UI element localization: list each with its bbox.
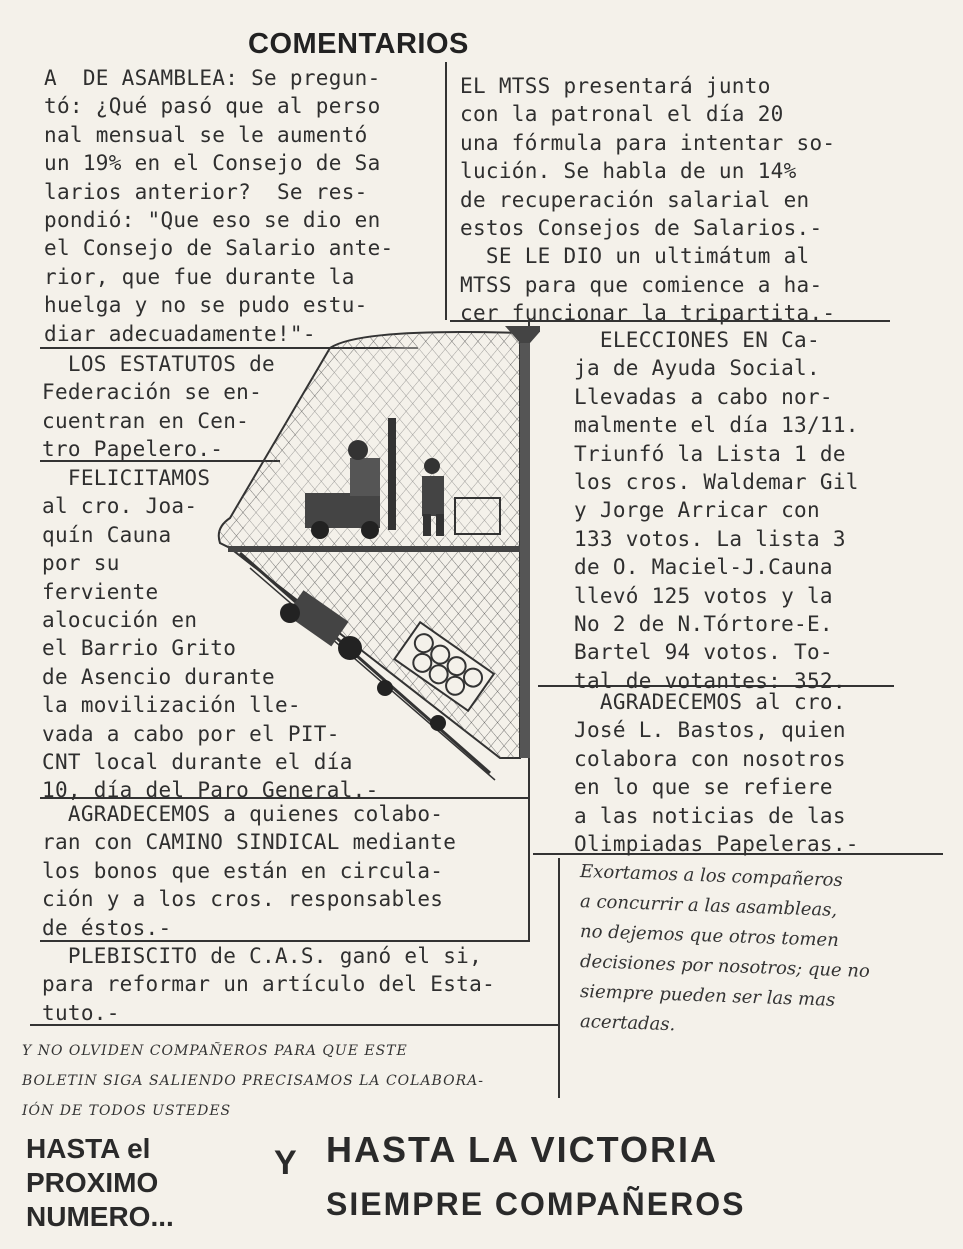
text-line: un 19% en el Consejo de Sa — [44, 151, 381, 176]
text-line: en lo que se refiere — [574, 775, 833, 800]
text-line: a las noticias de las — [574, 803, 846, 828]
text-line: rior, que fue durante la — [44, 264, 355, 289]
text-line: estos Consejos de Salarios.- — [460, 216, 823, 241]
text-line: larios anterior? Se res- — [44, 179, 368, 204]
text-line: A DE ASAMBLEA: Se pregun- — [44, 66, 381, 90]
text-line: de Asencio durante — [42, 664, 275, 689]
text-line: ELECCIONES EN Ca- — [574, 328, 820, 352]
text-line: nal mensual se le aumentó — [44, 122, 368, 147]
text-line: José L. Bastos, quien — [574, 718, 846, 743]
handwritten-line: a concurrir a las asambleas, — [579, 890, 838, 921]
text-line: de éstos.- — [42, 915, 172, 940]
text-line: de recuperación salarial en — [460, 187, 810, 212]
text-line: por su — [42, 551, 120, 576]
text-line: tal de votantes: 352. — [574, 668, 846, 693]
text-line: Bartel 94 votos. To- — [574, 640, 833, 665]
text-line: ferviente — [42, 579, 159, 604]
text-line: CNT local durante el día — [42, 750, 353, 775]
text-line: tro Papelero.- — [42, 437, 224, 462]
text-line: No 2 de N.Tórtore-E. — [574, 612, 833, 637]
text-line: los cros. Waldemar Gil — [574, 470, 859, 495]
text-line: PLEBISCITO de C.A.S. ganó el si, — [42, 944, 483, 968]
handwritten-line: siempre pueden ser las mas — [579, 980, 836, 1011]
text-line: diar adecuadamente!"- — [44, 321, 316, 346]
handwritten-note — [580, 862, 870, 1042]
handwritten-line: no dejemos que otros tomen — [579, 920, 840, 951]
handwritten-line: decisiones por nosotros; que no — [579, 950, 871, 983]
text-line: una fórmula para intentar so- — [460, 130, 836, 155]
divider-handwritten-left — [558, 858, 560, 1098]
text-line: de O. Maciel-J.Cauna — [574, 555, 833, 580]
divider-top-center — [445, 62, 447, 320]
elecciones-article — [574, 326, 859, 695]
text-line: el Consejo de Salario ante- — [44, 236, 394, 261]
text-line: para reformar un artículo del Esta- — [42, 972, 496, 997]
footer-note-line: IÓN DE TODOS USTEDES — [22, 1103, 232, 1119]
text-line: AGRADECEMOS al cro. — [574, 690, 846, 714]
text-line: AGRADECEMOS a quienes colabo- — [42, 802, 444, 826]
text-line: EL MTSS presentará junto — [460, 74, 771, 98]
handwritten-line: Exortamos a los compañeros — [579, 860, 844, 892]
footer-note-line: BOLETIN SIGA SALIENDO PRECISAMOS LA COLABORA- — [22, 1073, 484, 1089]
text-line: colabora con nosotros — [574, 746, 846, 771]
text-line: 133 votos. La lista 3 — [574, 526, 846, 551]
footer-note-line: Y NO OLVIDEN COMPAÑEROS PARA QUE ESTE — [22, 1043, 408, 1059]
mtss-article — [460, 72, 835, 328]
text-line: MTSS para que comience a ha- — [460, 272, 823, 297]
text-line: y Jorge Arricar con — [574, 498, 820, 523]
text-line: cer funcionar la tripartita.- — [460, 301, 836, 326]
text-line: huelga y no se pudo estu- — [44, 293, 368, 318]
closing-right-line: HASTA LA VICTORIA — [326, 1129, 718, 1170]
text-line: tuto.- — [42, 1000, 120, 1025]
closing-left — [26, 1132, 174, 1234]
closing-left-line: PROXIMO — [26, 1167, 159, 1198]
text-line: ran con CAMINO SINDICAL mediante — [42, 830, 457, 855]
text-line: Triunfó la Lista 1 de — [574, 441, 846, 466]
text-line: cuentran en Cen- — [42, 408, 250, 433]
text-line: ción y a los cros. responsables — [42, 887, 444, 912]
closing-right-line: SIEMPRE COMPAÑEROS — [326, 1186, 746, 1222]
text-line: lución. Se habla de un 14% — [460, 159, 797, 184]
closing-left-line: NUMERO... — [26, 1201, 174, 1232]
closing-left-line: HASTA el — [26, 1133, 151, 1164]
plebiscito-article — [42, 942, 495, 1027]
text-line: ja de Ayuda Social. — [574, 356, 820, 381]
handwritten-line: acertadas. — [579, 1010, 676, 1036]
text-line: 10, día del Paro General.- — [42, 778, 379, 803]
text-line: Federación se en- — [42, 380, 263, 405]
text-line: malmente el día 13/11. — [574, 413, 859, 438]
text-line: Llevadas a cabo nor- — [574, 384, 833, 409]
footer-note — [22, 1036, 484, 1126]
asamblea-article — [44, 64, 393, 348]
agradecemos-bonos-article — [42, 800, 456, 942]
text-line: alocución en — [42, 608, 198, 633]
closing-connector: Y — [274, 1144, 297, 1182]
text-line: LOS ESTATUTOS de — [42, 352, 275, 376]
text-line: tó: ¿Qué pasó que al perso — [44, 94, 381, 119]
text-line: Olimpiadas Papeleras.- — [574, 832, 859, 857]
text-line: llevó 125 votos y la — [574, 583, 833, 608]
text-line: FELICITAMOS — [42, 466, 211, 490]
agradecemos-bastos-article — [574, 688, 859, 858]
text-line: quín Cauna — [42, 522, 172, 547]
text-line: el Barrio Grito — [42, 636, 237, 661]
forklift-mining-illustration — [210, 318, 540, 788]
page-title: COMENTARIOS — [248, 28, 469, 60]
text-line: vada a cabo por el PIT- — [42, 721, 340, 746]
text-line: al cro. Joa- — [42, 494, 198, 519]
text-line: la movilización lle- — [42, 693, 301, 718]
text-line: SE LE DIO un ultimátum al — [460, 244, 810, 269]
text-line: los bonos que están en circula- — [42, 858, 444, 883]
text-line: con la patronal el día 20 — [460, 102, 784, 127]
text-line: pondió: "Que eso se dio en — [44, 208, 381, 233]
closing-right — [326, 1118, 745, 1226]
